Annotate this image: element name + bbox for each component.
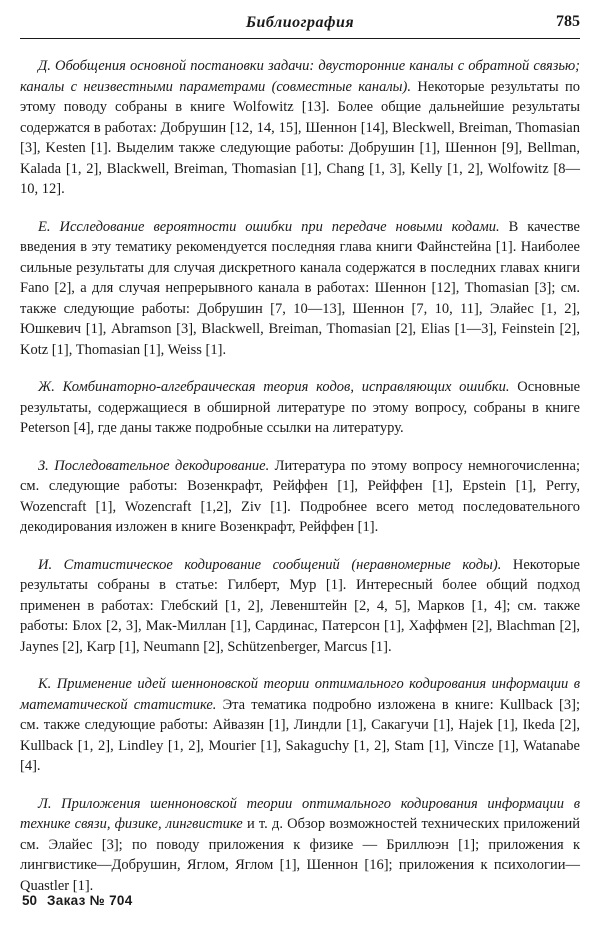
order-number: Заказ № 704	[47, 893, 133, 908]
bibliography-section-d	[20, 56, 580, 200]
section-paragraph	[20, 456, 580, 538]
printer-signature	[22, 893, 133, 908]
section-paragraph	[20, 377, 580, 439]
bibliography-section-l	[20, 794, 580, 897]
signature-number: 50	[22, 893, 38, 908]
bibliography-section-k	[20, 674, 580, 777]
section-title: Е. Исследование вероятности ошибки при передаче новыми кодами.	[38, 218, 500, 235]
running-title: Библиография	[245, 14, 355, 31]
section-title: Ж. Комбинаторно-алгебраическая теория кодов, исправляющих ошибки.	[38, 379, 510, 395]
section-title: К. Применение идей шенноновской теории оптимального кодирования информации в математической статистике.	[20, 676, 580, 713]
section-body: и т. д. Обзор возможностей технических приложений см. Элайес [3]; по поводу приложения к физике — Бриллюэн [1]; приложения к лингвистике—Добрушин, Яглом, Яглом [1], Шеннон [16]; приложения к психологии—Quastler [1].	[20, 816, 580, 894]
section-title: З. Последовательное декодирование.	[38, 457, 270, 474]
bibliography-section-i	[20, 555, 580, 658]
section-body: В качестве введения в эту тематику рекомендуется последняя глава книги Файнстейна [1]. Наиболее сильные результаты для случая дискретного канала содержатся в последних главах книги Fano [2], а для случая непрерывного канала в работах: Шеннон [12], Thomasian [3]; см. также следующие работы: Добрушин [7, 10—13], Шеннон [7, 10, 11], Элайес [1, 2], Юшкевич [1], Abramson [3], Blackwell, Breiman, Thomasian [2], Elias [1—3], Feinstein [2], Kotz [1], Thomasian [1], Weiss [1].	[20, 218, 580, 358]
section-paragraph	[20, 555, 580, 658]
section-body: Эта тематика подробно изложена в книге: Kullback [3]; см. также следующие работы: Айвазян [1], Линдли [1], Сакагучи [1], Hajek [1], Ikeda [2], Kullback [1, 2], Lindley [1, 2], Mourier [1], Sakaguchy [1, 2], Stam [1], Vincze [1], Watanabe [4].	[20, 696, 580, 774]
section-paragraph	[20, 56, 580, 200]
bibliography-section-zh	[20, 377, 580, 439]
section-title: Д. Обобщения основной постановки задачи: двусторонние каналы с обратной связью; каналы с неизвестными параметрами (совместные каналы).	[20, 58, 580, 95]
running-header	[20, 10, 580, 39]
book-page	[20, 10, 580, 896]
section-body: Основные результаты, содержащиеся в обширной литературе по этому вопросу, собраны в книге Peterson [4], где даны также подробные ссылки на литературу.	[20, 379, 581, 436]
section-body: Некоторые результаты собраны в статье: Гилберт, Мур [1]. Интересный более общий подход применен в работах: Глебский [1, 2], Левенштейн [2, 4, 5], Марков [1, 4]; см. также работы: Блох [2, 3], Мак-Миллан [1], Сардинас, Патерсон [1], Хаффмен [2], Blachman [2], Jaynes [2], Karp [1], Neumann [2], Schützenberger, Marcus [1].	[20, 556, 580, 655]
page-number: 785	[556, 13, 580, 30]
bibliography-section-e	[20, 217, 580, 361]
section-paragraph	[20, 674, 580, 777]
section-body: Литература по этому вопросу немногочисленна; см. следующие работы: Возенкрафт, Рейффен [1], Рейффен [1], Epstein [1], Perry, Wozencraft [1], Wozencraft [1,2], Ziv [1]. Подробнее всего метод последовательного декодирования изложен в книге Возенкрафт, Рейффен [1].	[20, 457, 581, 535]
section-paragraph	[20, 217, 580, 361]
section-paragraph	[20, 794, 580, 897]
section-title: И. Статистическое кодирование сообщений (неравномерные коды).	[38, 556, 502, 573]
section-title: Л. Приложения шенноновской теории оптимального кодирования информации в технике связи, физике, лингвистике	[20, 795, 580, 832]
bibliography-section-z	[20, 456, 580, 538]
section-body: Некоторые результаты по этому поводу собраны в книге Wolfowitz [13]. Более общие дальнейшие результаты содержатся в работах: Добрушин [12, 14, 15], Шеннон [14], Bleckwell, Breiman, Thomasian [3], Kesten [1]. Выделим также следующие работы: Добрушин [1], Шеннон [9], Bellman, Kalada [1, 2], Blackwell, Breiman, Thomasian [1], Chang [1, 3], Kelly [1, 2], Wolfowitz [8—10, 12].	[20, 78, 580, 197]
